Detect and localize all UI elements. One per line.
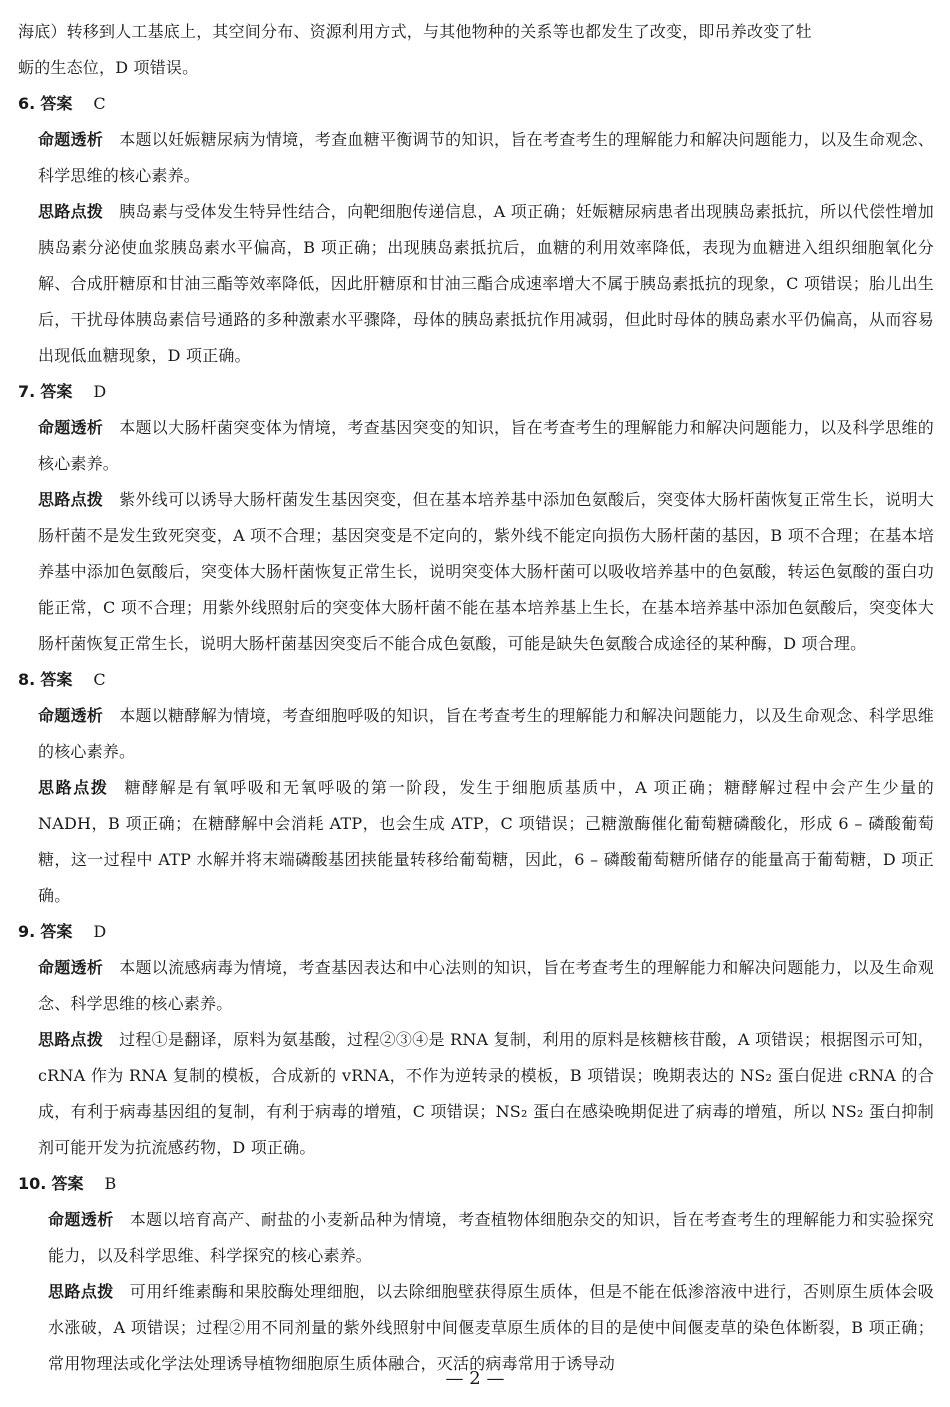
intent-paragraph: [18, 410, 934, 482]
hint-label: 思路点拨: [38, 202, 104, 221]
intent-paragraph: [18, 122, 934, 194]
intro-line-1: 海底）转移到人工基底上，其空间分布、资源利用方式，与其他物种的关系等也都发生了改变，即吊养改变了牡: [18, 22, 812, 41]
answer-label: 答案: [40, 922, 73, 941]
question-7: [18, 374, 934, 662]
answer-value: D: [93, 922, 107, 941]
intent-paragraph: [18, 1202, 934, 1274]
question-number: 7.: [18, 382, 36, 401]
intent-label: 命题透析: [48, 1210, 114, 1229]
question-number: 8.: [18, 670, 36, 689]
question-9: [18, 914, 934, 1166]
question-6: [18, 86, 934, 374]
hint-paragraph: [18, 194, 934, 374]
answer-line: [18, 662, 934, 698]
answer-line: [18, 914, 934, 950]
answer-label: 答案: [51, 1174, 84, 1193]
hint-paragraph: [18, 1022, 934, 1166]
intent-label: 命题透析: [38, 418, 104, 437]
hint-text: 可用纤维素酶和果胶酶处理细胞，以去除细胞壁获得原生质体，但是不能在低渗溶液中进行，否则原生质体会吸水涨破，A 项错误；过程②用不同剂量的紫外线照射中间偃麦草原生质体的目的是使中间偃麦草的染色体断裂，B 项正确；常用物理法或化学法处理诱导植物细胞原生质体融合，灭活的病毒常用于诱导动: [48, 1282, 934, 1373]
hint-label: 思路点拨: [38, 1030, 104, 1049]
answer-line: [18, 1166, 934, 1202]
question-10: [18, 1166, 934, 1382]
intent-label: 命题透析: [38, 130, 104, 149]
intro-line-2: 蛎的生态位，D 项错误。: [18, 58, 199, 77]
answer-label: 答案: [40, 382, 73, 401]
hint-text: 过程①是翻译，原料为氨基酸，过程②③④是 RNA 复制，利用的原料是核糖核苷酸，A 项错误；根据图示可知，cRNA 作为 RNA 复制的模板，合成新的 vRNA，不作为逆转录的模板，B 项错误；晚期表达的 NS₂ 蛋白促进 cRNA 的合成，有利于病毒基因组的复制，有利于病毒的增殖，C 项错误；NS₂ 蛋白在感染晚期促进了病毒的增殖，所以 NS₂ 蛋白抑制剂可能开发为抗流感药物，D 项正确。: [38, 1030, 934, 1157]
answer-line: [18, 86, 934, 122]
hint-text: 胰岛素与受体发生特异性结合，向靶细胞传递信息，A 项正确；妊娠糖尿病患者出现胰岛素抵抗，所以代偿性增加胰岛素分泌使血浆胰岛素水平偏高，B 项正确；出现胰岛素抵抗后，血糖的利用效率降低，表现为血糖进入组织细胞氧化分解、合成肝糖原和甘油三酯等效率降低，因此肝糖原和甘油三酯合成速率增大不属于胰岛素抵抗的现象，C 项错误；胎儿出生后，干扰母体胰岛素信号通路的多种激素水平骤降，母体的胰岛素抵抗作用减弱，但此时母体的胰岛素水平仍偏高，从而容易出现低血糖现象，D 项正确。: [38, 202, 934, 365]
intent-text: 本题以糖酵解为情境，考查细胞呼吸的知识，旨在考查考生的理解能力和解决问题能力，以及生命观念、科学思维的核心素养。: [38, 706, 934, 761]
question-8: [18, 662, 934, 914]
answer-value: C: [93, 94, 106, 113]
hint-text: 紫外线可以诱导大肠杆菌发生基因突变，但在基本培养基中添加色氨酸后，突变体大肠杆菌恢复正常生长，说明大肠杆菌不是发生致死突变，A 项不合理；基因突变是不定向的，紫外线不能定向损伤大肠杆菌的基因，B 项不合理；在基本培养基中添加色氨酸后，突变体大肠杆菌恢复正常生长，说明突变体大肠杆菌可以吸收培养基中的色氨酸，转运色氨酸的蛋白功能正常，C 项不合理；用紫外线照射后的突变体大肠杆菌不能在基本培养基上生长，在基本培养基中添加色氨酸后，突变体大肠杆菌恢复正常生长，说明大肠杆菌基因突变后不能合成色氨酸，可能是缺失色氨酸合成途径的某种酶，D 项合理。: [38, 490, 934, 653]
hint-paragraph: [18, 770, 934, 914]
answer-value: C: [93, 670, 106, 689]
intent-label: 命题透析: [38, 958, 104, 977]
intent-text: 本题以妊娠糖尿病为情境，考查血糖平衡调节的知识，旨在考查考生的理解能力和解决问题能力，以及生命观念、科学思维的核心素养。: [38, 130, 934, 185]
answer-value: D: [93, 382, 107, 401]
answer-value: B: [104, 1174, 117, 1193]
hint-label: 思路点拨: [48, 1282, 114, 1301]
page-number: — 2 —: [445, 1368, 505, 1389]
intent-paragraph: [18, 950, 934, 1022]
hint-label: 思路点拨: [38, 490, 104, 509]
intent-paragraph: [18, 698, 934, 770]
question-number: 9.: [18, 922, 36, 941]
answer-line: [18, 374, 934, 410]
question-number: 6.: [18, 94, 36, 113]
answer-label: 答案: [40, 670, 73, 689]
intent-text: 本题以流感病毒为情境，考查基因表达和中心法则的知识，旨在考查考生的理解能力和解决问题能力，以及生命观念、科学思维的核心素养。: [38, 958, 934, 1013]
hint-label: 思路点拨: [38, 778, 109, 797]
intent-label: 命题透析: [38, 706, 104, 725]
hint-paragraph: [18, 482, 934, 662]
hint-text: 糖酵解是有氧呼吸和无氧呼吸的第一阶段，发生于细胞质基质中，A 项正确；糖酵解过程中会产生少量的 NADH，B 项正确；在糖酵解中会消耗 ATP，也会生成 ATP，C 项错误；己糖激酶催化葡萄糖磷酸化，形成 6 – 磷酸葡萄糖，这一过程中 ATP 水解并将末端磷酸基团挟能量转移给葡萄糖，因此，6 – 磷酸葡萄糖所储存的能量高于葡萄糖，D 项正确。: [38, 778, 934, 905]
answer-label: 答案: [40, 94, 73, 113]
intent-text: 本题以培育高产、耐盐的小麦新品种为情境，考查植物体细胞杂交的知识，旨在考查考生的理解能力和实验探究能力，以及科学思维、科学探究的核心素养。: [48, 1210, 934, 1265]
question-number: 10.: [18, 1174, 47, 1193]
page-content: [18, 14, 934, 1382]
intent-text: 本题以大肠杆菌突变体为情境，考查基因突变的知识，旨在考查考生的理解能力和解决问题能力，以及科学思维的核心素养。: [38, 418, 934, 473]
